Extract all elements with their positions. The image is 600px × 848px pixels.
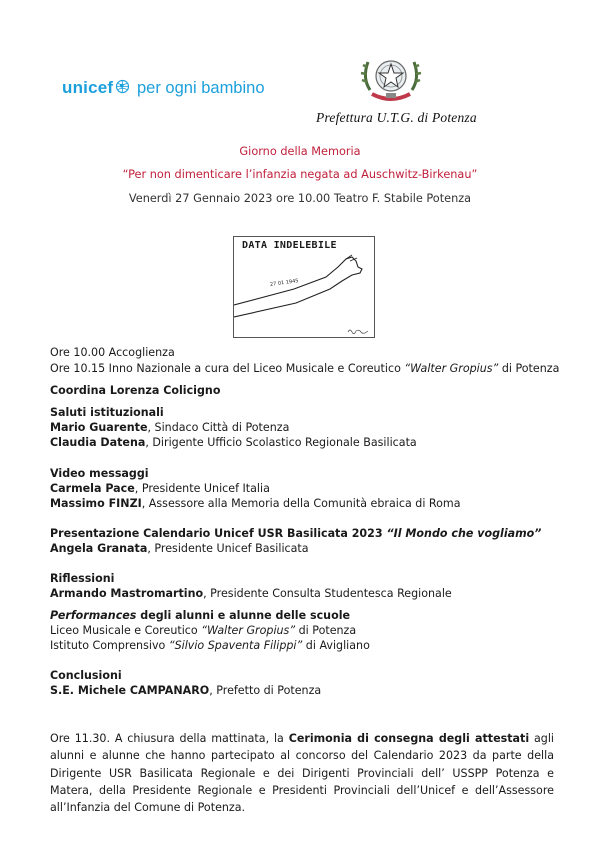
- riflessioni-item: Armando Mastromartino, Presidente Consulta Studentesca Regionale: [50, 587, 452, 600]
- performances-item: Liceo Musicale e Coreutico “Walter Gropius” di Potenza: [50, 624, 357, 637]
- event-date: Venerdì 27 Gennaio 2023 ore 10.00 Teatro F. Stabile Potenza: [128, 192, 472, 205]
- program-coordina: Coordina Lorenza Colicigno: [50, 384, 221, 397]
- artwork-title: DATA INDELEBILE: [242, 240, 337, 251]
- unicef-wordmark: unicef: [62, 78, 114, 97]
- artwork-tattoo-number: 27 01 1945: [269, 278, 299, 288]
- saluti-item: Claudia Datena, Dirigente Ufficio Scolastico Regionale Basilicata: [50, 436, 417, 449]
- unicef-tagline: per ogni bambino: [137, 79, 265, 97]
- performances-heading: Performances degli alunni e alunne delle scuole: [50, 609, 351, 622]
- program-inno: Ore 10.15 Inno Nazionale a cura del Liceo Musicale e Coreutico “Walter Gropius” di Potenza: [50, 362, 560, 375]
- riflessioni-heading: Riflessioni: [50, 572, 115, 585]
- calendario-item: Angela Granata, Presidente Unicef Basilicata: [50, 542, 309, 555]
- unicef-globe-icon: [115, 79, 130, 94]
- video-item: Massimo FINZI, Assessore alla Memoria della Comunità ebraica di Roma: [50, 497, 461, 510]
- closing-paragraph: Ore 11.30. A chiusura della mattinata, la Cerimonia di consegna degli attestati agli alunni e alunne che hanno partecipato al concorso del Calendario 2023 da parte della Dirigente USR Basilicata Regionale e dei Dirigenti Provinciali dell’ USSPP Potenza e Matera, della Presidente Regionale e Presidenti Provinciali dell’Unicef e dell’Assessore all’Infanzia del Comune di Potenza.: [50, 732, 554, 815]
- unicef-logo: [62, 78, 130, 98]
- program-accoglienza: Ore 10.00 Accoglienza: [50, 346, 175, 359]
- video-item: Carmela Pace, Presidente Unicef Italia: [50, 482, 270, 495]
- video-heading: Video messaggi: [50, 467, 149, 480]
- conclusioni-item: S.E. Michele CAMPANARO, Prefetto di Potenza: [50, 684, 322, 697]
- artist-signature-icon: [347, 328, 369, 334]
- arm-drawing-icon: [234, 237, 374, 337]
- saluti-item: Mario Guarente, Sindaco Città di Potenza: [50, 421, 290, 434]
- italian-republic-emblem-icon: [358, 50, 424, 108]
- performances-item: Istituto Comprensivo “Silvio Spaventa Filippi” di Avigliano: [50, 639, 370, 652]
- conclusioni-heading: Conclusioni: [50, 669, 122, 682]
- artwork-data-indelebile: [233, 236, 375, 338]
- event-title: Giorno della Memoria: [239, 145, 361, 158]
- saluti-heading: Saluti istituzionali: [50, 406, 164, 419]
- calendario-heading: Presentazione Calendario Unicef USR Basilicata 2023 “Il Mondo che vogliamo”: [50, 527, 542, 540]
- event-subtitle: “Per non dimenticare l’infanzia negata ad Auschwitz-Birkenau”: [122, 168, 478, 181]
- prefettura-heading: Prefettura U.T.G. di Potenza: [316, 110, 477, 125]
